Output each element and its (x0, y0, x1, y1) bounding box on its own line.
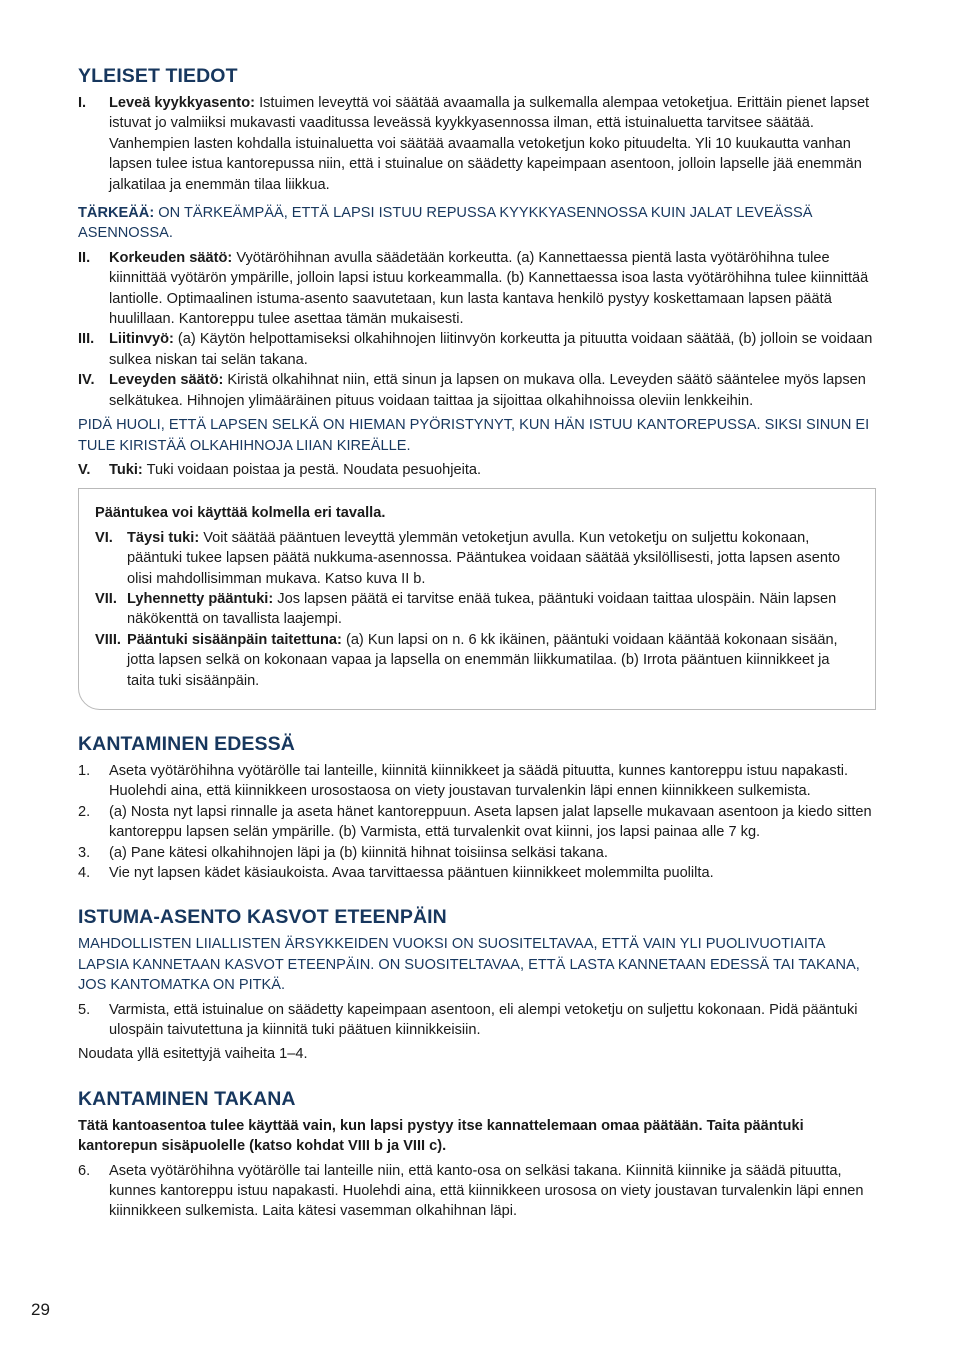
item-number: 4. (78, 865, 91, 881)
item-text: Voit säätää pääntuen leveyttä ylemmän vetoketjun avulla. Kun vetoketju on suljettu kokonaan, pääntuki tukee lapsen päätä nukkuma-asennossa. Pääntukea voidaan säätää yksilöllisesti, jotta lapsen asento olisi mahdollisimman mukava. Katso kuva II b. (127, 529, 841, 587)
item-text: (a) Pane kätesi olkahihnojen läpi ja (b) kiinnitä hihnat toisiinsa selkäsi takana. (109, 844, 608, 861)
important-label: TÄRKEÄÄ: (78, 205, 155, 222)
item-label: Lyhennetty pääntuki: (127, 590, 274, 607)
item-number: VIII. (95, 631, 121, 648)
important-text: ON TÄRKEÄMPÄÄ, ETTÄ LAPSI ISTUU REPUSSA KYYKKYASENNOSSA KUIN JALAT LEVEÄSSÄ ASENNOSSA. (78, 205, 813, 242)
item-text: Vie nyt lapsen kädet käsiaukoista. Avaa tarvittaessa pääntuen kiinnikkeet molemmilta puolilta. (109, 865, 714, 881)
item-label: Korkeuden säätö: (109, 249, 233, 266)
item-text: Jos lapsen päätä ei tarvitse enää tukea, pääntuki voidaan taittaa ulospäin. Näin lapsen näkökenttä on tavallista laajempi. (127, 590, 837, 628)
list-item (78, 802, 876, 843)
page-content (78, 64, 876, 1222)
list-item (78, 460, 876, 480)
list-item (78, 329, 876, 370)
list-item (78, 93, 876, 195)
list-item (78, 843, 876, 863)
item-number: IV. (78, 372, 95, 389)
list-item (78, 370, 876, 411)
important-note (78, 203, 876, 244)
box-intro: Pääntukea voi käyttää kolmella eri tavalla. (95, 505, 386, 522)
head-support-box (78, 488, 876, 710)
item-text: Vyötäröhihnan avulla säädetään korkeutta. (a) Kannettaessa pientä lasta vyötäröhihna tulee kiinnittää vyötärön ympärille, jolloin lapsi istuu korkeammalla. (b) Kannettaessa isoa lasta vyötäröhihna tulee kiinnittää lantiolle. Optimaalinen istuma-asento saavutetaan, kun lasta kantava henkilö pystyy koskettamaan lapsen päätä huulillaan. Kantoreppu tulee asettaa tämän mukaisesti. (109, 249, 869, 328)
item-text: Aseta vyötäröhihna vyötärölle tai lanteille niin, että kanto-osa on selkäsi takana. Kiinnitä kiinnike ja säädä pituutta, kunnes kantoreppu istuu napakasti. Huolehdi aina, että kiinnikkeen urososa on viety joustavan turvalenkin läpi ennen kiinnikkeen sulkemista. Laita kätesi vasemman olkahihnan läpi. (109, 1162, 864, 1220)
item-label: Leveä kyykkyasento: (109, 95, 256, 111)
item-text: Aseta vyötäröhihna vyötärölle tai lanteille, kiinnitä kiinnikkeet ja säädä pituutta, kunnes kantoreppu istuu napakasti. Huolehdi aina, että kiinnikkeen urosostaosa on viety joustavan turvalenkin läpi ennen kiinnikkeen sulkemista. (109, 762, 849, 800)
item-number: 6. (78, 1162, 91, 1179)
item-label: Täysi tuki: (127, 529, 200, 546)
item-text: (a) Nosta nyt lapsi rinnalle ja aseta hänet kantoreppuun. Aseta lapsen jalat lapselle mukavaan asentoon ja kiedo sitten kantoreppu lapsen selän ympärille. (b) Varmista, että turvalenkit ovat kiinni, jos lapsi painaa alle 7 kg. (109, 803, 872, 841)
item-number: 3. (78, 844, 91, 861)
list-item (78, 863, 876, 883)
item-number: III. (78, 331, 95, 348)
caution-note: PIDÄ HUOLI, ETTÄ LAPSEN SELKÄ ON HIEMAN PYÖRISTYNYT, KUN HÄN ISTUU KANTOREPUSSA. SIKSI SINUN EI TULE KIRISTÄÄ OLKAHIHNOJA LIIAN KIREÄLLE. (78, 417, 870, 454)
item-number: VI. (95, 529, 113, 546)
list-item (95, 630, 861, 691)
item-number: I. (78, 95, 87, 111)
section-heading-facing: ISTUMA-ASENTO KASVOT ETEENPÄIN (78, 906, 447, 929)
item-number: V. (78, 461, 91, 478)
list-item (78, 248, 876, 330)
back-intro: Tätä kantoasentoa tulee käyttää vain, kun lapsi pystyy itse kannattelemaan omaa päätään. Taita pääntuki kantorepun sisäpuolelle (katso kohdat VIII b ja VIII c). (78, 1117, 804, 1155)
item-label: Leveyden säätö: (109, 372, 224, 389)
item-number: 2. (78, 803, 91, 820)
item-number: VII. (95, 590, 117, 607)
section-front (78, 732, 876, 883)
item-text: Tuki voidaan poistaa ja pestä. Noudata pesuohjeita. (142, 461, 482, 478)
section-facing-out (78, 905, 876, 1064)
item-number: 1. (78, 762, 91, 779)
section-heading-front: KANTAMINEN EDESSÄ (78, 732, 295, 755)
section-back (78, 1087, 876, 1222)
item-text: Varmista, että istuinalue on säädetty kapeimpaan asentoon, eli alempi vetoketju on suljettu kokonaan. Pidä pääntuki ulospäin taivutettuna ja kiinnitä tuki päätuen kiinnikkeisiin. (109, 1001, 858, 1039)
list-item (78, 761, 876, 802)
item-text: Istuimen leveyttä voi säätää avaamalla ja sulkemalla alempaa vetoketjua. Erittäin pienet lapset istuvat jo valmiiksi mukavasti vaaditussa leveässä kyykkyasennossa ilman, että istuinaluetta tarvitsee säätää. Vanhempien lasten kohdalla istuinaluetta voi säätää avaamalla vetoketjun koko pituudelta. Yli 10 kuukautta vanhan lapsen tulee istua kantorepussa niin, että i stuinalue on säädetty kapeimpaan asentoon, jolloin lapselle jää enemmän jalkatilaa ja enemmän tilaa liikkua. (109, 95, 870, 193)
section-heading-back: KANTAMINEN TAKANA (78, 1087, 296, 1110)
page-number: 29 (31, 1300, 50, 1319)
list-item (95, 528, 861, 589)
item-text: (a) Kun lapsi on n. 6 kk ikäinen, pääntuki voidaan kääntää kokonaan sisään, jotta lapsen selkä on kokonaan vapaa ja lapsella on enemmän liikkumatilaa. (b) Irrota pääntuen kiinnikkeet ja taita tuki sisäänpäin. (127, 631, 838, 689)
item-label: Tuki: (109, 461, 143, 478)
item-text: Kiristä olkahihnat niin, että sinun ja lapsen on mukava olla. Leveyden säätö sääntelee myös lapsen selkätukea. Hihnojen ylimääräinen pituus voidaan taittaa ja sijoittaa olkahihnoissa oleviin lenkkeihin. (109, 372, 866, 409)
item-number: II. (78, 249, 91, 266)
list-item (95, 589, 861, 630)
item-number: 5. (78, 1001, 91, 1018)
item-label: Liitinvyö: (109, 331, 174, 348)
facing-warning: MAHDOLLISTEN LIIALLISTEN ÄRSYKKEIDEN VUOKSI ON SUOSITELTAVAA, ETTÄ VAIN YLI PUOLIVUOTIAITA LAPSIA KANNETAAN KASVOT ETEENPÄIN. ON SUOSITELTAVAA, ETTÄ LASTA KANNETAAN EDESSÄ TAI TAKANA, JOS KANTOMATKA ON PITKÄ. (78, 936, 860, 994)
item-label: Pääntuki sisäänpäin taitettuna: (127, 631, 342, 648)
follow-steps-note: Noudata yllä esitettyjä vaiheita 1–4. (78, 1046, 308, 1063)
section-heading-general: YLEISET TIEDOT (78, 65, 238, 87)
list-item (78, 1000, 876, 1041)
list-item (78, 1161, 876, 1222)
item-text: (a) Käytön helpottamiseksi olkahihnojen liitinvyön korkeutta ja pituutta voidaan säätää, (b) jolloin se voidaan sulkea niskan tai selän takana. (109, 331, 873, 368)
